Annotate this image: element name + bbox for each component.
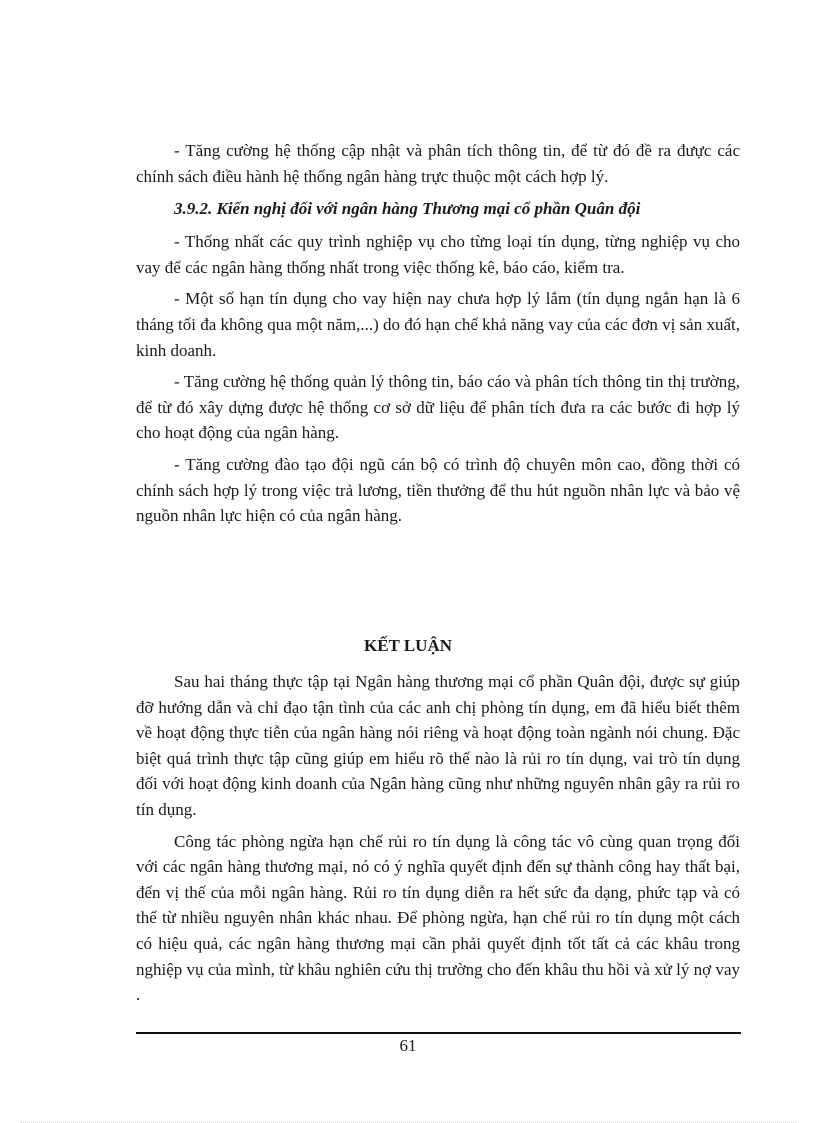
document-body bbox=[136, 138, 740, 535]
page-number: 61 bbox=[399, 1036, 417, 1055]
conclusion-paragraph-2: Công tác phòng ngừa hạn chế rủi ro tín dụng là công tác vô cùng quan trọng đối với các ngân hàng thương mại, nó có ý nghĩa quyết định đến sự thành công hay thất bại, đến vị thế của mỗi ngân hàng. Rủi ro tín dụng diễn ra hết sức đa dạng, phức tạp và có thể từ nhiều nguyên nhân khác nhau. Để phòng ngừa, hạn chế rủi ro tín dụng một cách có hiệu quả, các ngân hàng thương mại cần phải quyết định tốt tất cả các khâu trong nghiệp vụ của mình, từ khâu nghiên cứu thị trường cho đến khâu thu hồi và xử lý nợ vay . bbox=[136, 831, 740, 1005]
paragraph-staff-training: - Tăng cường đào tạo đội ngũ cán bộ có trình độ chuyên môn cao, đồng thời có chính sách hợp lý trong việc trả lương, tiền thưởng để thu hút nguồn nhân lực và bảo vệ nguồn nhân lực hiện có của ngân hàng. bbox=[136, 454, 740, 526]
footer-rule bbox=[136, 1032, 741, 1034]
paragraph-credit-term: - Một số hạn tín dụng cho vay hiện nay chưa hợp lý lắm (tín dụng ngắn hạn là 6 tháng tối đa không qua một năm,...) do đó hạn chế khả năng vay của các đơn vị sản xuất, kinh doanh. bbox=[136, 289, 740, 360]
paragraph-unify-process: - Thống nhất các quy trình nghiệp vụ cho từng loại tín dụng, từng nghiệp vụ cho vay để các ngân hàng thống nhất trong việc thống kê, báo cáo, kiểm tra. bbox=[136, 232, 740, 277]
conclusion-paragraph-1: Sau hai tháng thực tập tại Ngân hàng thương mại cổ phần Quân đội, được sự giúp đỡ hướng dẫn và chỉ đạo tận tình của các anh chị phòng tín dụng, em đã hiểu biết thêm về hoạt động thực tiễn của ngân hàng nói riêng và hoạt động toàn ngành nói chung. Đặc biệt quá trình thực tập cũng giúp em hiểu rõ thế nào là rủi ro tín dụng, vai trò tín dụng đối với hoạt động kinh doanh của Ngân hàng cũng như những nguyên nhân gây ra rủi ro tín dụng. bbox=[136, 672, 740, 819]
paragraph-info-management: - Tăng cường hệ thống quản lý thông tin, báo cáo và phân tích thông tin thị trường, để từ đó xây dựng được hệ thống cơ sở dữ liệu để phân tích đưa ra các bước đi hợp lý cho hoạt động của ngân hàng. bbox=[136, 372, 740, 443]
paragraph-info-system: - Tăng cường hệ thống cập nhật và phân tích thông tin, để từ đó đề ra đưực các chính sách điều hành hệ thống ngân hàng trực thuộc một cách hợp lý. bbox=[136, 141, 740, 186]
section-heading: 3.9.2. Kiến nghị đối với ngân hàng Thương mại cổ phần Quân đội bbox=[174, 199, 641, 219]
conclusion-title: KẾT LUẬN bbox=[363, 636, 452, 655]
conclusion-body bbox=[136, 669, 740, 1014]
